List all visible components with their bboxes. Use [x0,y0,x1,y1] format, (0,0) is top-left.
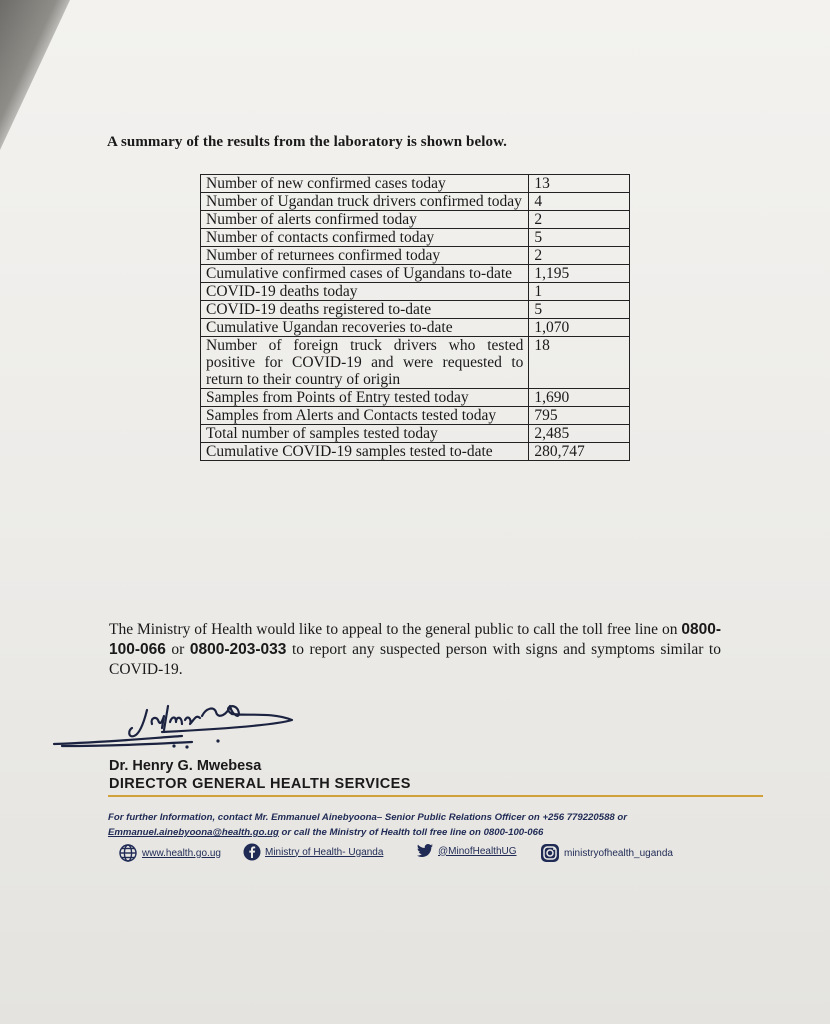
facebook-icon [243,843,261,861]
row-value: 795 [529,407,630,425]
row-value: 13 [529,175,630,193]
twitter-icon [416,843,434,859]
row-value: 2 [529,247,630,265]
handwritten-signature [52,686,302,756]
row-label: Cumulative confirmed cases of Ugandans to-date [201,265,529,283]
table-row [201,229,630,247]
instagram-text: ministryofhealth_uganda [564,847,673,859]
instagram-link[interactable] [540,843,673,863]
row-label: COVID-19 deaths registered to-date [201,301,529,319]
table-row [201,193,630,211]
table-row [201,319,630,337]
appeal-paragraph [109,620,721,680]
table-row [201,407,630,425]
contact-email-link[interactable]: Emmanuel.ainebyoona@health.go.ug [108,827,279,838]
signatory-title: DIRECTOR GENERAL HEALTH SERVICES [109,776,411,792]
instagram-icon [540,843,560,863]
row-value: 1,070 [529,319,630,337]
row-value: 1,690 [529,389,630,407]
website-text: www.health.go.ug [142,847,221,859]
row-label: Cumulative COVID-19 samples tested to-date [201,443,529,461]
row-label: Number of new confirmed cases today [201,175,529,193]
twitter-link[interactable] [416,843,517,859]
table-row [201,389,630,407]
row-label: Cumulative Ugandan recoveries to-date [201,319,529,337]
table-row [201,265,630,283]
row-value: 2,485 [529,425,630,443]
summary-heading: A summary of the results from the laboratory is shown below. [107,134,508,150]
table-row [201,211,630,229]
signatory-block [109,757,411,793]
appeal-text-1: The Ministry of Health would like to appeal to the general public to call the toll free line on [109,621,682,638]
row-value: 1 [529,283,630,301]
row-label: Number of alerts confirmed today [201,211,529,229]
row-value: 5 [529,229,630,247]
table-row [201,283,630,301]
lab-results-table [200,174,630,461]
row-label: Number of returnees confirmed today [201,247,529,265]
row-value: 280,747 [529,443,630,461]
table-row [201,443,630,461]
toll-free-number-2: 0800-203-033 [189,641,287,658]
row-label: Number of foreign truck drivers who tested positive for COVID-19 and were requested to return to their country of origin [201,337,529,389]
row-label: COVID-19 deaths today [201,283,529,301]
table-row [201,337,630,389]
appeal-text-3: to report any suspected person with signs and symptoms similar to COVID-19. [109,641,721,678]
row-value: 1,195 [529,265,630,283]
website-link[interactable] [118,843,221,863]
row-value: 4 [529,193,630,211]
footer-contact [108,810,728,840]
appeal-text-2: or [165,641,190,658]
row-value: 5 [529,301,630,319]
globe-icon [118,843,138,863]
row-label: Samples from Alerts and Contacts tested today [201,407,529,425]
row-label: Number of contacts confirmed today [201,229,529,247]
table-row [201,425,630,443]
contact-tail: or call the Ministry of Health toll free line on 0800-100-066 [278,827,544,838]
facebook-text: Ministry of Health- Uganda [265,846,384,858]
footer-divider [108,795,763,797]
row-label: Number of Ugandan truck drivers confirmed today [201,193,529,211]
table-row [201,247,630,265]
row-value: 18 [529,337,630,389]
table-row [201,301,630,319]
table-row [201,175,630,193]
row-label: Total number of samples tested today [201,425,529,443]
contact-text: For further Information, contact Mr. Emmanuel Ainebyoona– Senior Public Relations Officer on +256 779220588 or [108,812,627,823]
facebook-link[interactable] [243,843,383,861]
toll-free-number-1: 0800-100-066 [109,621,721,658]
twitter-text: @MinofHealthUG [438,845,517,857]
row-value: 2 [529,211,630,229]
row-label: Samples from Points of Entry tested today [201,389,529,407]
signatory-name: Dr. Henry G. Mwebesa [109,758,262,774]
